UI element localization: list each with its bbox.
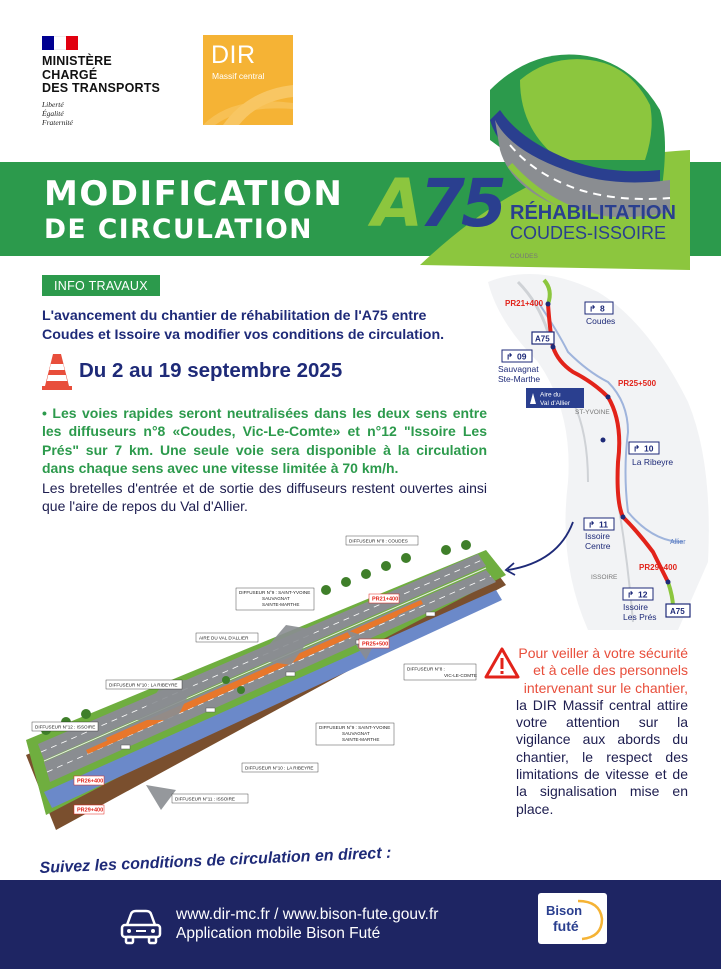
diagram-label-d10: DIFFUSEUR N°10 : LA RIBEYRE: [109, 682, 178, 688]
map-exit-09-name-2: Ste-Marthe: [498, 374, 541, 384]
diagram-pr26: PR26+400: [77, 778, 104, 785]
safety-notice: [516, 645, 688, 818]
map-exit-09-number: 09: [517, 351, 527, 362]
map-aire-label-2: Val d'Allier: [540, 400, 571, 407]
a75-logo: [372, 164, 503, 244]
diagram-label-d9f: SAINTE-MARTHE: [342, 737, 380, 742]
diagram-label-d12: DIFFUSEUR N°12 : ISSOIRE: [35, 724, 96, 730]
dir-logo-title: DIR: [211, 41, 256, 69]
diagram-pr29: PR29+400: [77, 807, 104, 814]
svg-text:↱: ↱: [588, 519, 596, 530]
diagram-label-d9a: DIFFUSEUR N°9 : SAINT-YVOINE: [239, 590, 311, 595]
diagram-label-d9b: SAUVAGNAT: [262, 596, 290, 601]
rehab-title: RÉHABILITATION: [510, 202, 676, 224]
map-label-st-yvoine: ST-YVOINE: [575, 409, 610, 416]
bullet-text: • Les voies rapides seront neutralisées dans les deux sens entre les diffuseurs n°8 «Coudes, Vic-Le-Comte» et n°12 "Issoire Les Prés" sur 7 km. Une seule voie sera disponible à la circulation dans chaque sens avec une vitesse limitée à 70 km/h.: [42, 405, 487, 476]
road-diagram: [26, 530, 506, 830]
diagram-label-d10b: DIFFUSEUR N°10 : LA RIBEYRE: [245, 765, 314, 771]
car-icon: [118, 907, 164, 947]
diagram-pr25: PR25+500: [362, 641, 389, 648]
diagram-label-d9e: SAUVAGNAT: [342, 731, 370, 736]
diagram-label-aire: AIRE DU VAL D'ALLIER: [199, 635, 249, 641]
map-label-pr-north: PR21+400: [505, 299, 544, 308]
svg-text:↱: ↱: [506, 351, 514, 362]
traffic-cone-icon: [42, 352, 72, 390]
bison-fute-logo: [538, 893, 607, 944]
page-title: [44, 176, 343, 246]
title-line-1: MODIFICATION: [44, 174, 344, 214]
map-exit-8-number: 8: [600, 303, 605, 314]
map-label-pr-south: PR29+400: [639, 563, 678, 572]
title-line-2: DE CIRCULATION: [44, 214, 313, 245]
route-map: [478, 253, 718, 630]
a75-letter: A: [372, 165, 420, 242]
bison-line-1: Bison: [546, 903, 583, 918]
map-label-allier: Allier: [670, 539, 686, 546]
diagram-label-d8: DIFFUSEUR N°8 : COUDES: [349, 538, 408, 544]
map-exit-11-number: 11: [599, 519, 608, 530]
date-range: Du 2 au 19 septembre 2025: [79, 359, 343, 382]
dir-logo: [203, 35, 293, 125]
a75-number: 75: [419, 165, 503, 242]
ministry-motto: Liberté Égalité Fraternité: [42, 99, 73, 127]
info-badge: INFO TRAVAUX: [42, 275, 160, 296]
svg-text:↱: ↱: [589, 303, 597, 314]
ministry-logo: [42, 36, 182, 127]
diagram-label-d9d: DIFFUSEUR N°9 : SAINT-YVOINE: [319, 725, 391, 730]
safety-red-text: Pour veiller à votre sécurité et à celle des personnels intervenant sur le chantier,: [518, 645, 688, 696]
map-label-pr-mid: PR25+500: [618, 379, 657, 388]
rehab-location: COUDES-ISSOIRE: [510, 223, 667, 243]
website-links[interactable]: www.dir-mc.fr / www.bison-fute.gouv.fr: [176, 906, 439, 923]
map-exit-12-name-1: Issoire: [623, 602, 649, 612]
warning-icon: [484, 647, 520, 679]
dir-logo-subtitle: Massif central: [212, 71, 265, 81]
french-flag-icon: [42, 36, 78, 50]
map-label-coudes-town: COUDES: [510, 253, 538, 260]
map-exit-12-name-2: Les Prés: [623, 612, 657, 622]
date-row: [42, 352, 342, 390]
diagram-label-d8b: DIFFUSEUR N°8 :: [407, 666, 445, 672]
safety-text: la DIR Massif central attire votre attention sur la vigilance aux abords du chantier, le respect des limitations de vitesse et de la signalisation mise en place.: [516, 696, 688, 817]
map-a75-shield-top: A75: [535, 334, 550, 344]
bison-line-2: futé: [553, 918, 579, 934]
curved-arrow-icon: [508, 522, 573, 570]
footer-web-info: [176, 905, 438, 943]
svg-text:↱: ↱: [633, 443, 641, 454]
map-exit-09-name-1: Sauvagnat: [498, 364, 539, 374]
intro-text: L'avancement du chantier de réhabilitation de l'A75 entre Coudes et Issoire va modifier vos conditions de circulation.: [42, 308, 445, 343]
follow-heading: Suivez les conditions de circulation en direct :: [39, 844, 392, 878]
map-a75-shield-bottom: A75: [670, 607, 685, 616]
app-name: Application mobile Bison Futé: [176, 925, 381, 942]
map-exit-11-name-2: Centre: [585, 541, 611, 551]
ramps-paragraph: Les bretelles d'entrée et de sortie des diffuseurs restent ouvertes ainsi que l'aire de repos du Val d'Allier.: [42, 480, 487, 514]
diagram-pr21: PR21+400: [372, 596, 399, 603]
map-exit-10-name: La Ribeyre: [632, 457, 674, 467]
diagram-label-d11: DIFFUSEUR N°11 : ISSOIRE: [175, 796, 235, 802]
map-exit-12-number: 12: [638, 589, 648, 600]
svg-text:↱: ↱: [627, 589, 635, 600]
ministry-name: MINISTÈRE CHARGÉ DES TRANSPORTS: [42, 54, 161, 95]
map-exit-11-name-1: Issoire: [585, 531, 611, 541]
diagram-label-d9c: SAINTE-MARTHE: [262, 602, 300, 607]
map-aire-label-1: Aire du: [540, 391, 561, 399]
diagram-label-d8c: VIC-LE-COMTE: [444, 673, 477, 678]
map-exit-8-name: Coudes: [586, 316, 616, 326]
map-exit-10-number: 10: [644, 443, 654, 454]
map-label-issoire-town: ISSOIRE: [591, 574, 618, 581]
